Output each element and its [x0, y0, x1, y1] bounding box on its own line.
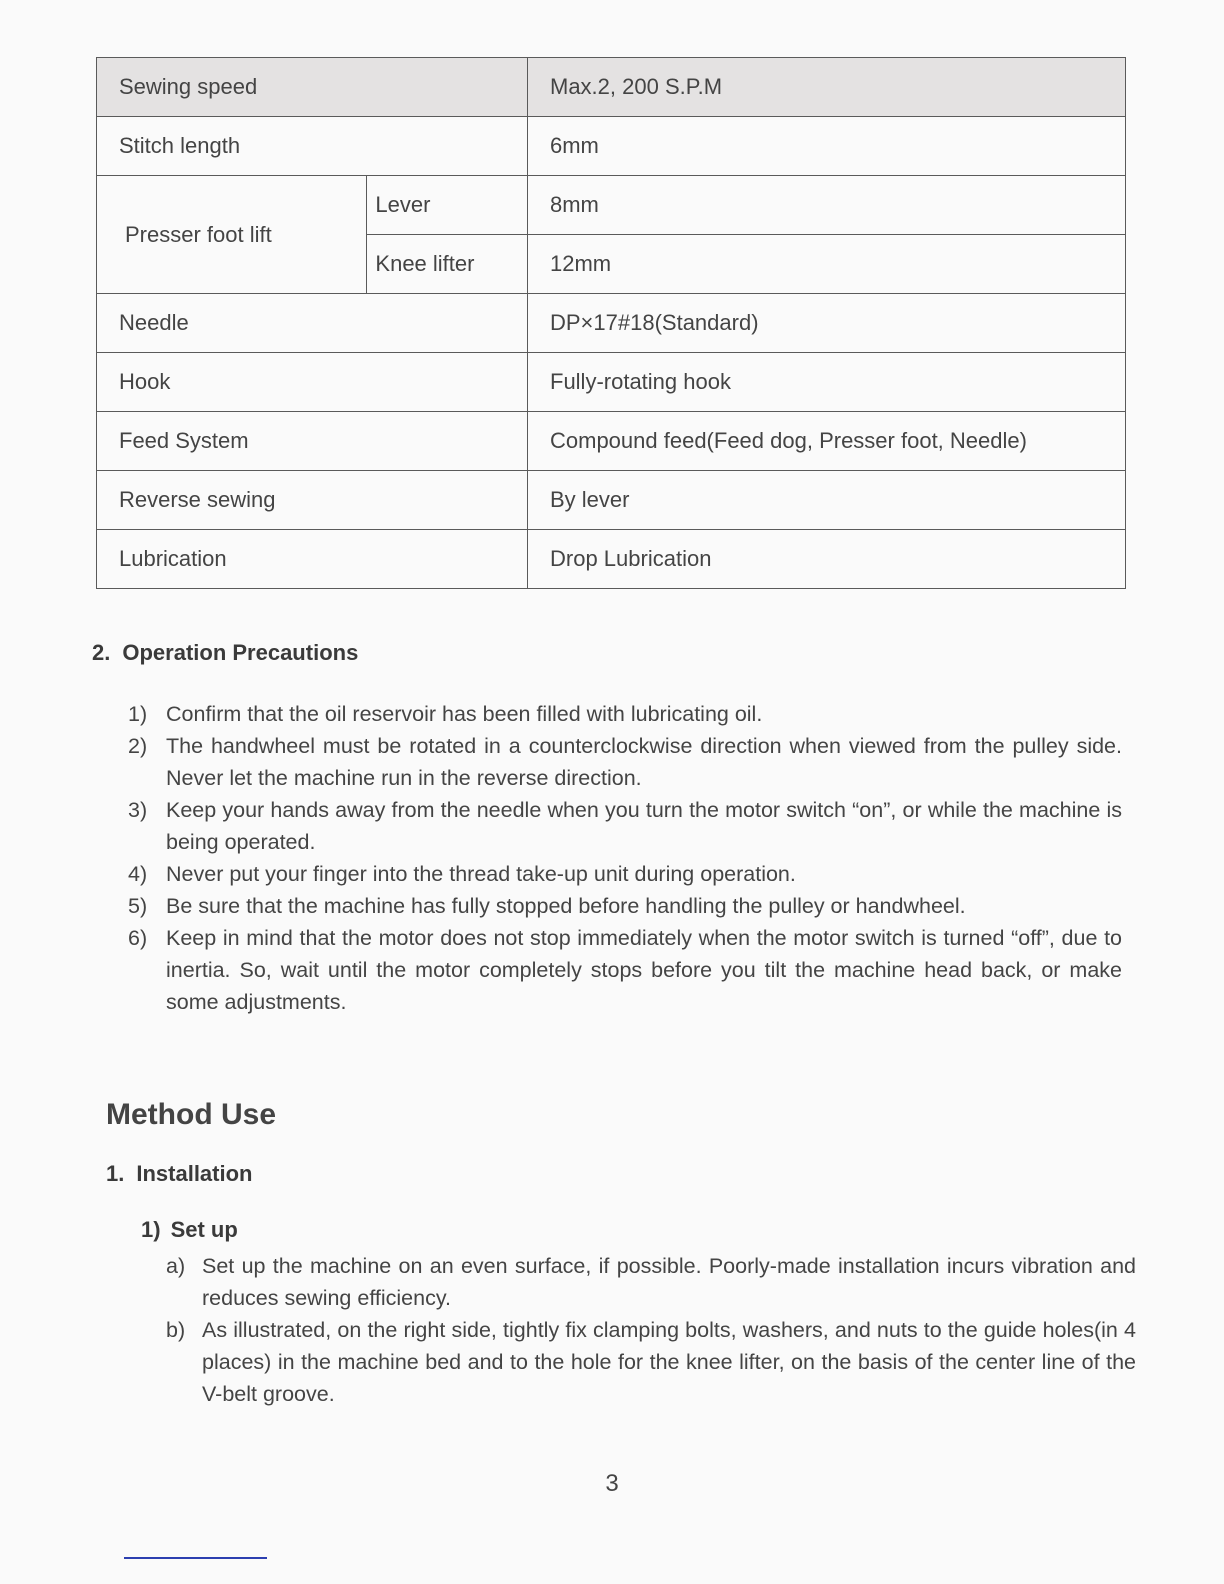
item-number: 2): [128, 734, 148, 758]
item-text: Keep your hands away from the needle when you turn the motor switch “on”, or while the machine is being operated.: [166, 798, 1122, 854]
section-title: Operation Precautions: [122, 640, 359, 665]
item-text: Keep in mind that the motor does not stop immediately when the motor switch is turned “off”, due to inertia. So, wait until the motor completely stops before you tilt the machine head back, or make some adjustments.: [166, 926, 1122, 1014]
list-item: [128, 730, 1122, 794]
spec-label: Hook: [97, 353, 528, 412]
spec-label: Sewing speed: [97, 58, 528, 117]
list-item: [128, 922, 1122, 1018]
spec-label: Feed System: [97, 412, 528, 471]
spec-value: Max.2, 200 S.P.M: [528, 58, 1126, 117]
list-item: [166, 1250, 1136, 1314]
precautions-list: [128, 698, 1122, 1018]
spec-table: [96, 57, 1126, 589]
setup-heading: [141, 1217, 238, 1243]
item-number: 5): [128, 894, 148, 918]
list-item: [128, 890, 1122, 922]
section-number: 1.: [106, 1161, 125, 1186]
list-item: [166, 1314, 1136, 1410]
spec-value: 8mm: [528, 176, 1126, 235]
item-number: 6): [128, 926, 148, 950]
item-letter: a): [166, 1254, 186, 1278]
table-row: [97, 176, 1126, 235]
item-text: As illustrated, on the right side, tightly fix clamping bolts, washers, and nuts to the guide holes(in 4 places) in the machine bed and to the hole for the knee lifter, on the basis of the center line of the V-belt groove.: [202, 1318, 1136, 1406]
subsection-number: 1): [141, 1217, 161, 1242]
method-use-title: Method Use: [106, 1098, 277, 1131]
spec-label: Presser foot lift: [97, 176, 367, 294]
item-text: Never put your finger into the thread take-up unit during operation.: [166, 862, 796, 886]
spec-value: By lever: [528, 471, 1126, 530]
spec-value: Compound feed(Feed dog, Presser foot, Needle): [528, 412, 1126, 471]
item-number: 4): [128, 862, 148, 886]
spec-sublabel: Lever: [367, 176, 528, 235]
installation-heading: [106, 1161, 252, 1187]
spec-sublabel: Knee lifter: [367, 235, 528, 294]
item-number: 1): [128, 702, 148, 726]
spec-label: Needle: [97, 294, 528, 353]
bottom-rule: [124, 1557, 267, 1559]
table-row: [97, 412, 1126, 471]
table-row: [97, 530, 1126, 589]
spec-label: Stitch length: [97, 117, 528, 176]
item-number: 3): [128, 798, 148, 822]
operation-precautions-heading: [92, 640, 358, 666]
spec-value: Fully-rotating hook: [528, 353, 1126, 412]
table-row: [97, 353, 1126, 412]
spec-value: 12mm: [528, 235, 1126, 294]
spec-value: 6mm: [528, 117, 1126, 176]
subsection-title: Set up: [170, 1217, 238, 1242]
list-item: [128, 698, 1122, 730]
spec-value: Drop Lubrication: [528, 530, 1126, 589]
section-number: 2.: [92, 640, 111, 665]
spec-value: DP×17#18(Standard): [528, 294, 1126, 353]
setup-list: [166, 1250, 1136, 1410]
table-row: [97, 294, 1126, 353]
item-text: Be sure that the machine has fully stopped before handling the pulley or handwheel.: [166, 894, 966, 918]
spec-label: Reverse sewing: [97, 471, 528, 530]
table-row: [97, 471, 1126, 530]
section-title: Installation: [136, 1161, 253, 1186]
item-letter: b): [166, 1318, 186, 1342]
spec-label: Lubrication: [97, 530, 528, 589]
item-text: The handwheel must be rotated in a counterclockwise direction when viewed from the pulley side. Never let the machine run in the reverse direction.: [166, 734, 1122, 790]
item-text: Confirm that the oil reservoir has been filled with lubricating oil.: [166, 702, 763, 726]
list-item: [128, 858, 1122, 890]
list-item: [128, 794, 1122, 858]
page-number: 3: [605, 1470, 619, 1497]
table-row: [97, 58, 1126, 117]
item-text: Set up the machine on an even surface, if possible. Poorly-made installation incurs vibration and reduces sewing efficiency.: [202, 1254, 1136, 1310]
table-row: [97, 117, 1126, 176]
